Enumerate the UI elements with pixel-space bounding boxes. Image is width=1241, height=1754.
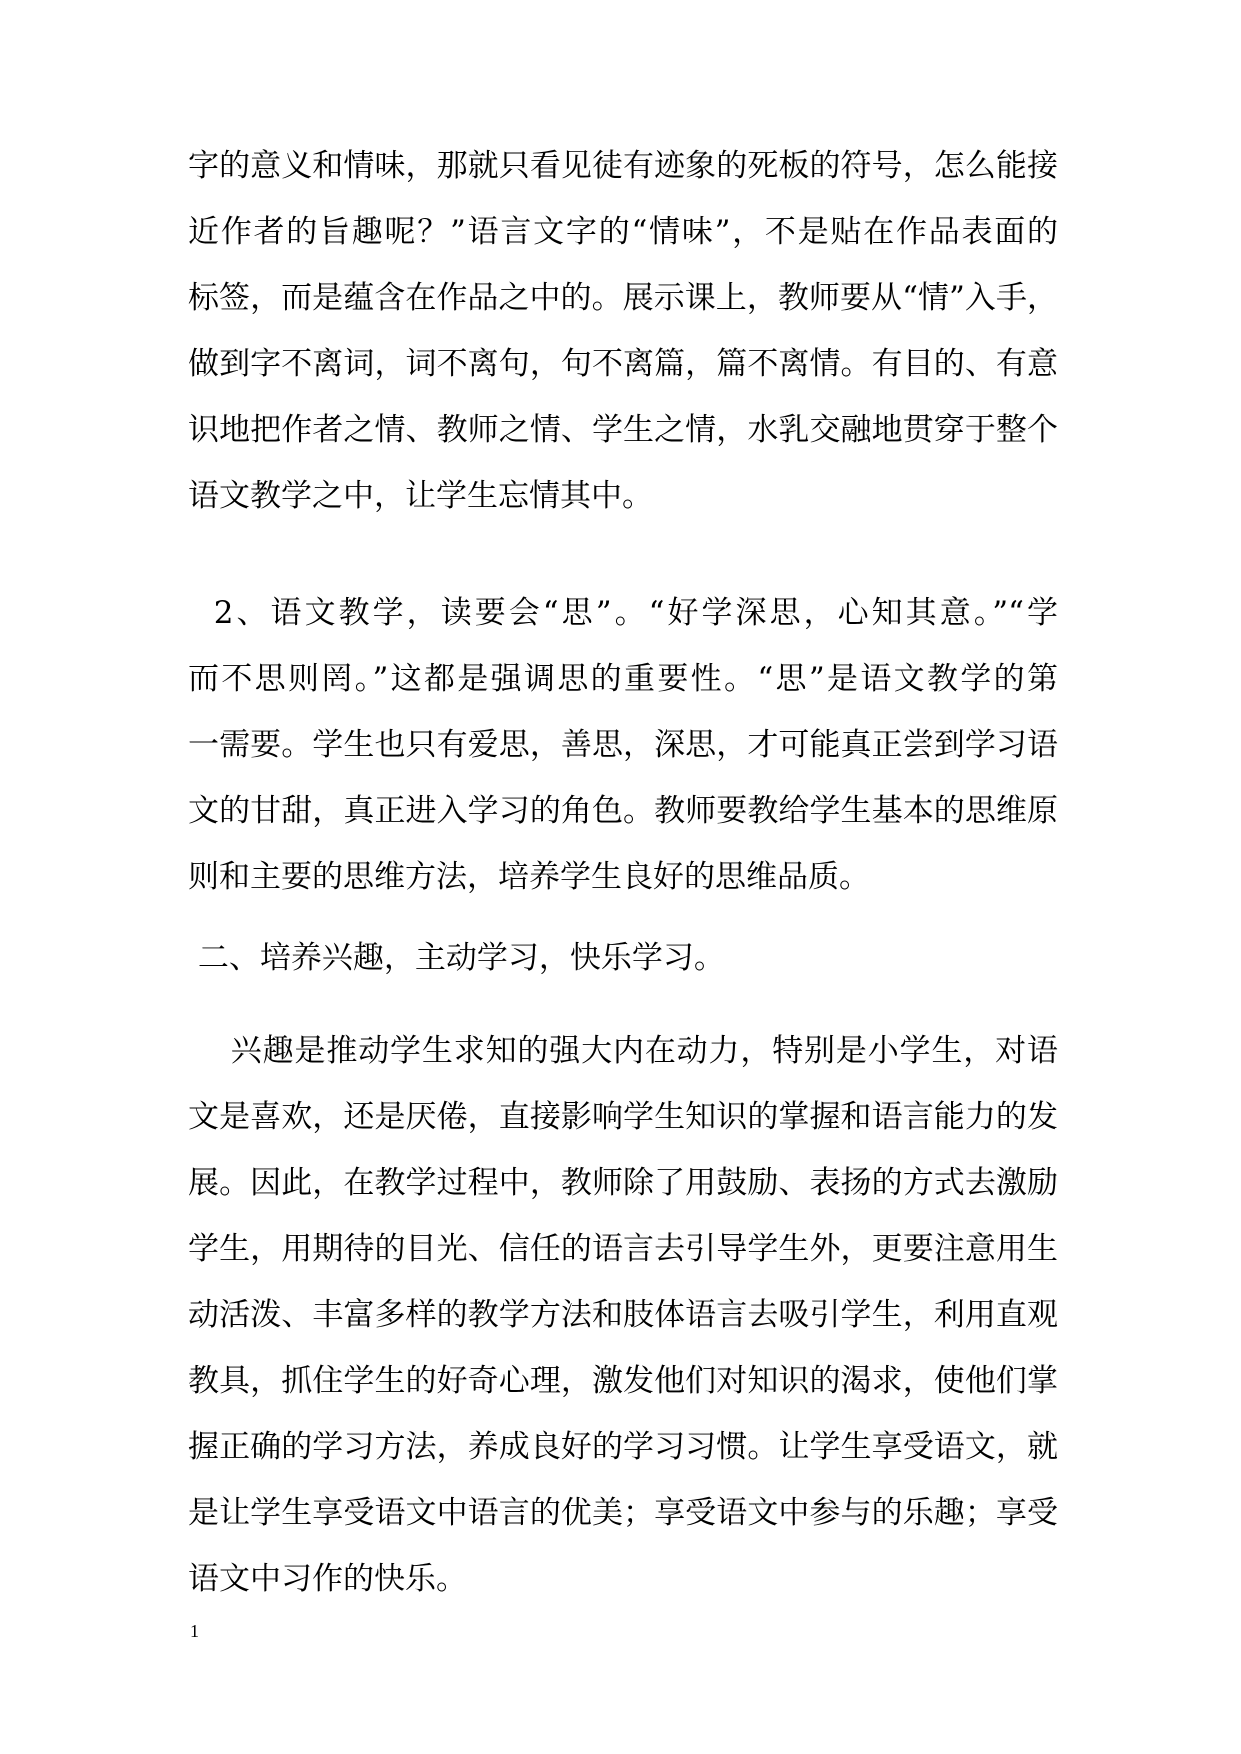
paragraph-line: 文是喜欢，还是厌倦，直接影响学生知识的掌握和语言能力的发 [188,1099,1058,1135]
paragraph-line: 语文教学之中，让学生忘情其中。 [188,478,653,514]
paragraph-line: 标签，而是蕴含在作品之中的。展示课上，教师要从“情”入手， [188,280,1058,316]
paragraph-line: 则和主要的思维方法，培养学生良好的思维品质。 [188,859,870,895]
paragraph-line: 做到字不离词，词不离句，句不离篇，篇不离情。有目的、有意 [188,346,1058,382]
paragraph-line: 文的甘甜，真正进入学习的角色。教师要教给学生基本的思维原 [188,793,1058,829]
section-heading: 二、培养兴趣，主动学习，快乐学习。 [188,940,725,976]
paragraph-line: 语文中习作的快乐。 [188,1561,467,1597]
paragraph-line: 一需要。学生也只有爱思，善思，深思，才可能真正尝到学习语 [188,727,1058,763]
paragraph-line: 识地把作者之情、教师之情、学生之情，水乳交融地贯穿于整个 [188,412,1058,448]
paragraph-line: 握正确的学习方法，养成良好的学习习惯。让学生享受语文，就 [188,1429,1058,1465]
paragraph-line: 教具，抓住学生的好奇心理，激发他们对知识的渴求，使他们掌 [188,1363,1058,1399]
paragraph-line: 兴趣是推动学生求知的强大内在动力，特别是小学生，对语 [188,1033,1058,1069]
paragraph-line: 学生，用期待的目光、信任的语言去引导学生外，更要注意用生 [188,1231,1058,1267]
paragraph-line: 2、语文教学，读要会“思”。“好学深思，心知其意。”“学 [188,595,1058,631]
page-number: 1 [190,1621,199,1641]
paragraph-line: 是让学生享受语文中语言的优美；享受语文中参与的乐趣；享受 [188,1495,1058,1531]
paragraph-line: 近作者的旨趣呢？”语言文字的“情味”，不是贴在作品表面的 [188,214,1058,250]
paragraph-line: 展。因此，在教学过程中，教师除了用鼓励、表扬的方式去激励 [188,1165,1058,1201]
paragraph-line: 字的意义和情味，那就只看见徒有迹象的死板的符号，怎么能接 [188,148,1058,184]
paragraph-line: 动活泼、丰富多样的教学方法和肢体语言去吸引学生，利用直观 [188,1297,1058,1333]
paragraph-line: 而不思则罔。”这都是强调思的重要性。“思”是语文教学的第 [188,661,1058,697]
